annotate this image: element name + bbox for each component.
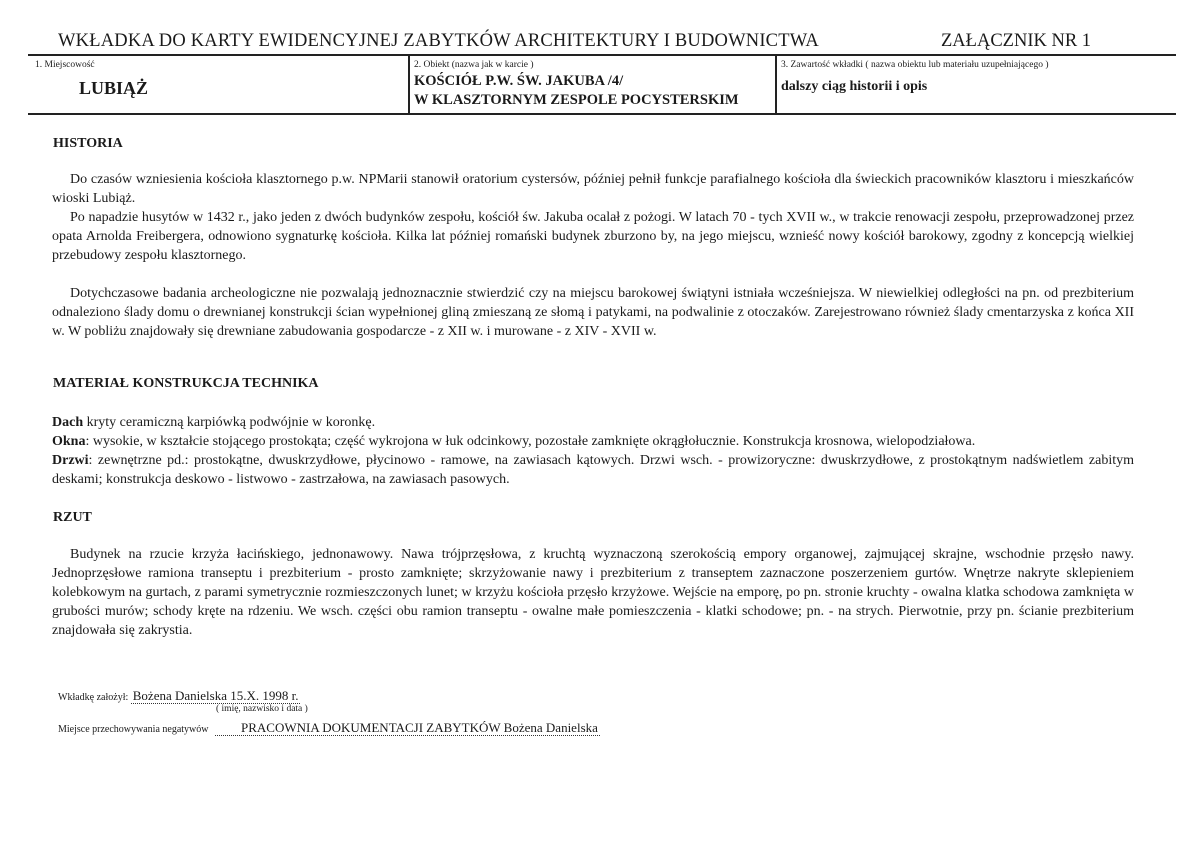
material-drzwi [52,451,1134,489]
storage-label: Miejsce przechowywania negatywów [58,724,209,735]
author-value: Bożena Danielska 15.X. 1998 r. [132,688,299,703]
rzut-heading: RZUT [53,510,92,525]
object-value-line2: W KLASZTORNYM ZESPOLE POCYSTERSKIM [414,92,739,108]
material-heading: MATERIAŁ KONSTRUKCJA TECHNIKA [53,376,319,391]
header-divider-2 [775,55,777,114]
author-label: Wkładkę założył: [58,692,129,703]
object-value-line1: KOŚCIÓŁ P.W. ŚW. JAKUBA /4/ [414,73,624,89]
dach-text: kryty ceramiczną karpiówką podwójnie w koronkę. [83,415,376,430]
header-rule-top [28,54,1176,56]
historia-paragraph-2: Po napadzie husytów w 1432 r., jako jeden z dwóch budynków zespołu, kościół św. Jakuba ocalał z pożogi. W latach 70 - tych XVII w., w trakcie renowacji zespołu, przeprowadzonej przez opata Arnolda Freibergera, odnowiono sygnaturkę kościoła. Kilka lat później romański budynek zburzono by, na jego miejscu, wznieść nowy kościół barokowy, zgodny z koncepcją wielkiej przebudowy zespołu klasztornego. [52,210,1134,263]
locality-value: LUBIĄŻ [79,78,149,98]
historia-paragraph-3: Dotychczasowe badania archeologiczne nie pozwalają jednoznacznie stwierdzić czy na miejscu barokowej świątyni istniała wcześniejsza. W niewielkiej odległości na pn. od prezbiterium odnaleziono ślady domu o drewnianej konstrukcji ścian wypełnionej gliną zmieszaną ze słomą i patykami, na podwalinie z otoczaków. Zarejestrowano również ślady cmentarzyska z końca XII w. W pobliżu znajdowały się drewniane zabudowania gospodarcze - z XII w. i murowane - z XIV - XVII w. [52,286,1134,339]
okna-text: : wysokie, w kształcie stojącego prostokąta; część wykrojona w łuk odcinkowy, pozostałe zamknięte okrągłołucznie. Konstrukcja krosnowa, wielopodziałowa. [85,434,976,449]
material-body [52,413,1134,489]
header-divider-1 [408,55,410,114]
rzut-paragraph-1: Budynek na rzucie krzyża łacińskiego, jednonawowy. Nawa trójprzęsłowa, z kruchtą wyznaczoną szerokością empory organowej, zajmującej skrajne, wschodnie przęsło nawy. Jednoprzęsłowe ramiona transeptu i prezbiterium - prosto zamknięte; skrzyżowanie nawy i prezbiterium z transeptem zaznaczone poszerzeniem gurtów. Wnętrze nakryte sklepieniem kolebkowym na gurtach, z parami symetrycznie rozmieszczonych lunet; w krzyżu kościoła przęsło krzyżowe. Wejście na emporę, po pn. stronie kruchty - owalna klatka schodowa zamknięta w grubości murów; schody kręte na rdzeniu. We wsch. części obu ramion transeptu - owalne małe pomieszczenia - klatki schodowe; pn. - na strych. Pierwotnie, przy pn. ścianie prezbiterium znajdowała się zakrystia. [52,547,1134,638]
material-okna [52,432,1134,451]
historia-paragraph-1: Do czasów wzniesienia kościoła klasztornego p.w. NPMarii stanowił oratorium cystersów, później pełnił funkcje parafialnego kościoła dla świeckich pracowników klasztoru i mieszkańców wioski Lubiąż. [52,172,1134,206]
object-label: 2. Obiekt (nazwa jak w karcie ) [414,60,534,70]
material-dach [52,413,1134,432]
contents-label: 3. Zawartość wkładki ( nazwa obiektu lub materiału uzupełniającego ) [781,60,1049,70]
contents-value: dalszy ciąg historii i opis [781,79,928,94]
author-line [58,688,300,704]
rzut-body [52,545,1134,640]
header-rule-bottom [28,113,1176,115]
storage-line [58,720,600,736]
storage-value: PRACOWNIA DOKUMENTACJI ZABYTKÓW Bożena Danielska [215,720,600,736]
dach-label: Dach [52,415,84,430]
annex-number: ZAŁĄCZNIK NR 1 [941,31,1092,51]
drzwi-text: : zewnętrzne pd.: prostokątne, dwuskrzydłowe, płycinowo - ramowe, na zawiasach kątowych. Drzwi wsch. - prowizoryczne: dwuskrzydłowe, z prostokątnym nadświetlem zabitym deskami; konstrukcja deskowo - listwowo - zastrzałowa, na zawiasach pasowych. [52,453,1134,487]
document-title: WKŁADKA DO KARTY EWIDENCYJNEJ ZABYTKÓW ARCHITEKTURY I BUDOWNICTWA [58,31,819,51]
historia-heading: HISTORIA [53,136,123,151]
historia-body [52,170,1134,341]
author-caption: ( imię, nazwisko i data ) [216,704,308,714]
okna-label: Okna [52,434,86,449]
drzwi-label: Drzwi [52,453,89,468]
locality-label: 1. Miejscowość [35,60,95,70]
